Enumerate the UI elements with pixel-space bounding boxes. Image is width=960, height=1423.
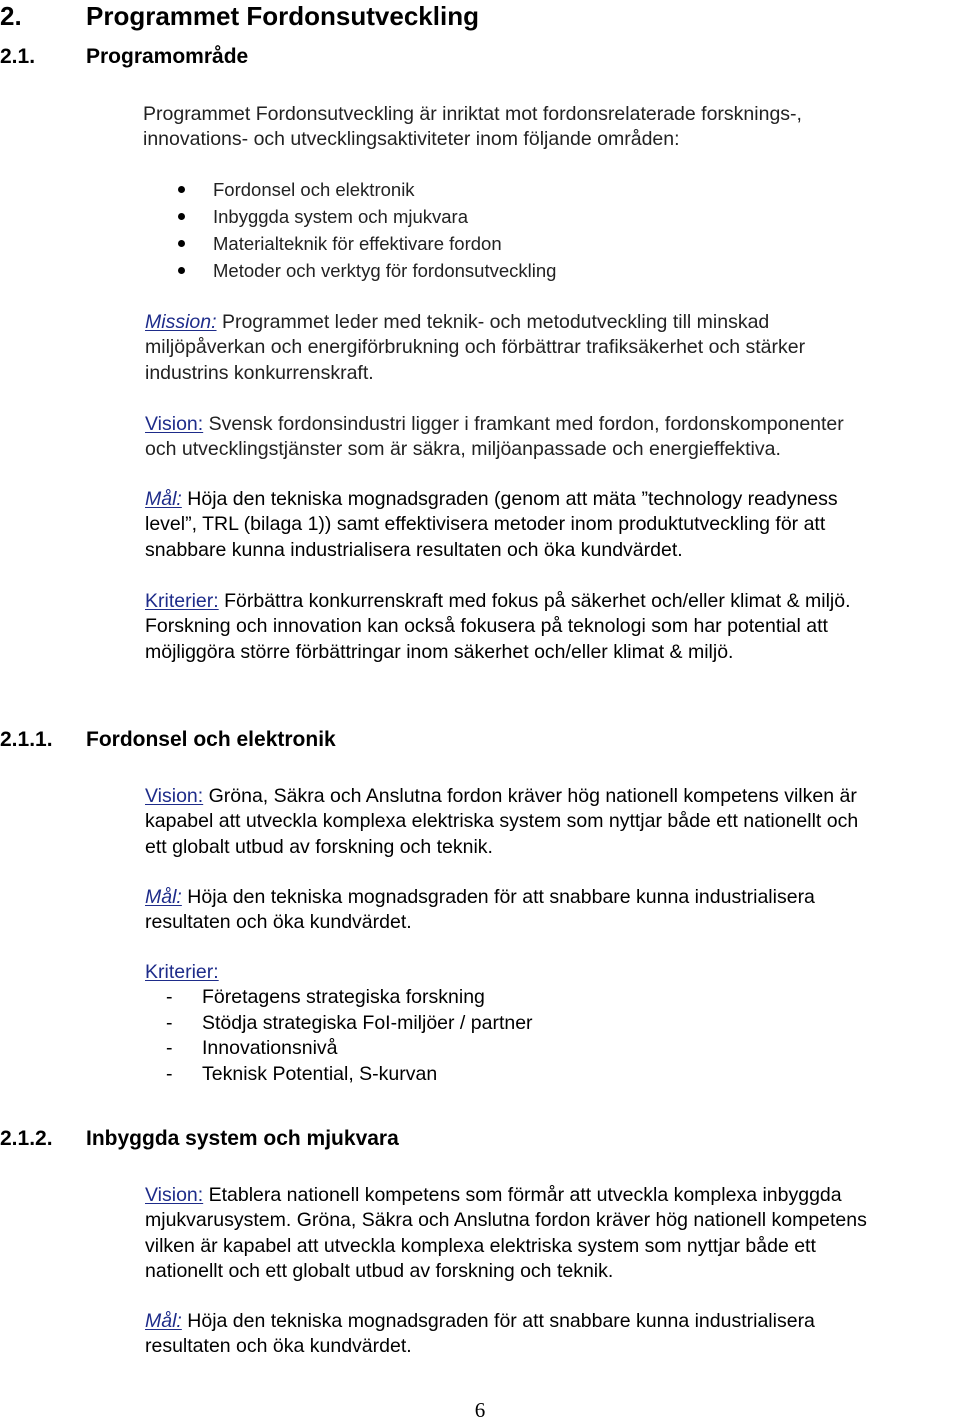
bullet-icon [178,213,185,220]
criteria-paragraph: Kriterier: Förbättra konkurrenskraft med fokus på säkerhet och/eller klimat & miljö. Forskning och innovation kan också fokusera på teknologi som har potential att möjliggöra större förbättringar inom säkerhet och/eller klimat & miljö. [145,590,851,663]
goal-paragraph: Mål: Höja den tekniska mognadsgraden (genom att mäta ”technology readyness level”, TRL (bilaga 1)) samt effektivisera metoder inom produktutveckling för att snabbare kunna industrialisera resultaten och öka kundvärdet. [145,488,838,561]
chapter-title: Programmet Fordonsutveckling [86,1,479,31]
goal-label: Mål: [145,1310,182,1332]
intro-paragraph [143,102,802,153]
list-item: - Stödja strategiska FoI-miljöer / partner [0,1011,533,1037]
vision-label: Vision: [145,785,204,807]
list-item: Metoder och verktyg för fordonsutveckling [0,257,556,284]
area-list [0,176,556,284]
criteria-label: Kriterier: [145,961,219,983]
mission-paragraph: Mission: Programmet leder med teknik- och metodutveckling till minskad miljöpåverkan och energiförbrukning och förbättrar trafiksäkerhet och stärker industrins konkurrenskraft. [145,311,806,384]
section-2-1-1-criteria-heading [145,960,219,985]
section-title: Fordonsel och elektronik [86,728,336,751]
intro-line: innovations- och utvecklingsaktiviteter inom följande områden: [143,128,680,151]
bullet-icon [178,267,185,274]
intro-line: Programmet Fordonsutveckling är inriktat mot fordonsrelaterade forsknings-, [143,103,802,125]
vision-paragraph: Vision: Svensk fordonsindustri ligger i framkant med fordon, fordonskomponenter och utvecklingstjänster som är säkra, miljöanpassade och energieffektiva. [145,413,844,461]
section-2-1-1-goal: Mål: Höja den tekniska mognadsgraden för att snabbare kunna industrialisera resultaten och öka kundvärdet. [145,886,815,934]
dash-marker: - [166,1037,173,1059]
section-number: 2.1. [0,45,36,68]
bullet-icon [178,186,185,193]
vision-label: Vision: [145,413,204,435]
section-number: 2.1.2. [0,1127,53,1150]
list-item: Fordonsel och elektronik [0,176,556,203]
section-2-1-2-goal: Mål: Höja den tekniska mognadsgraden för att snabbare kunna industrialisera resultaten och öka kundvärdet. [145,1310,815,1358]
section-title: Inbyggda system och mjukvara [86,1127,399,1150]
list-item: - Teknisk Potential, S-kurvan [0,1062,533,1088]
dash-marker: - [166,1011,173,1034]
dash-marker: - [166,986,173,1008]
criteria-label: Kriterier: [145,590,219,612]
mission-label: Mission: [145,311,217,333]
criteria-list [0,985,533,1087]
list-item: Materialteknik för effektivare fordon [0,230,556,257]
list-item: - Företagens strategiska forskning [0,985,533,1011]
dash-marker: - [166,1062,173,1085]
vision-label: Vision: [145,1184,204,1206]
goal-label: Mål: [145,886,182,908]
list-item: Inbyggda system och mjukvara [0,203,556,230]
section-number: 2.1.1. [0,728,53,751]
bullet-icon [178,240,185,247]
section-2-1-1-vision: Vision: Gröna, Säkra och Anslutna fordon kräver hög nationell kompetens vilken är kapabel att utveckla komplexa elektriska system som nyttjar både ett nationellt och ett globalt utbud av forskning och teknik. [145,785,859,858]
section-title: Programområde [86,45,249,68]
page-number: 6 [474,1398,486,1422]
section-2-1-2-vision: Vision: Etablera nationell kompetens som förmår att utveckla komplexa inbyggda mjukvarusystem. Gröna, Säkra och Anslutna fordon kräver hög nationell kompetens vilken är kapabel att utveckla komplexa elektriska system som nyttjar både ett nationellt och ett globalt utbud av forskning och teknik. [145,1184,867,1283]
chapter-number: 2. [0,1,22,31]
goal-label: Mål: [145,488,182,510]
list-item: - Innovationsnivå [0,1036,533,1062]
